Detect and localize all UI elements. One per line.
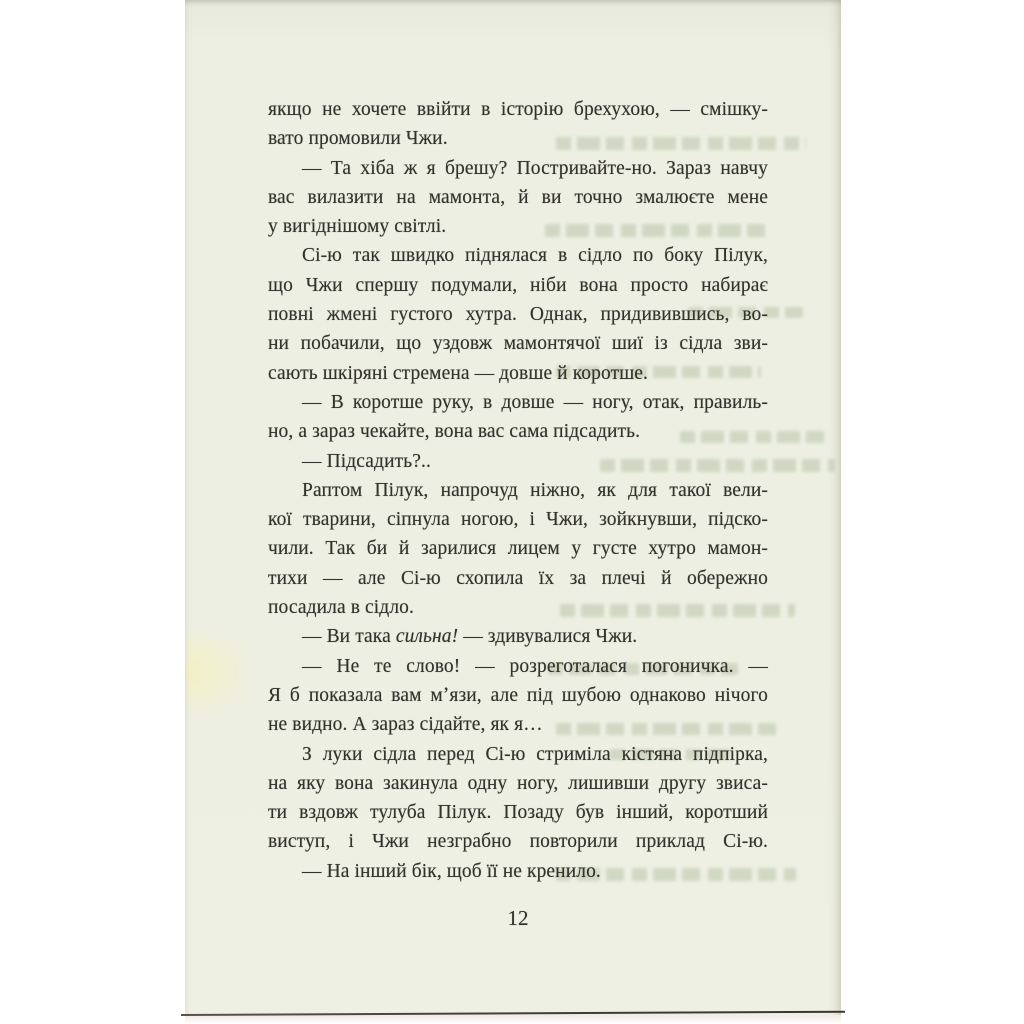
text-line: сають шкіряні стремена — довше й коротше. — [268, 362, 649, 384]
text-line: Сі-ю так швидко піднялася в сідло по боку Пілук, — [302, 245, 768, 267]
text-line: — Не те слово! — розреготалася погоничка. — — [302, 655, 768, 677]
text-line: ни побачили, що уздовж мамонтячої шиї із сідла зви- — [268, 333, 768, 355]
text-line: ти вздовж тулуба Пілук. Позаду був інший, коротший — [268, 802, 768, 824]
book-page — [185, 0, 841, 1024]
text-line: повні жмені густого хутра. Однак, придивившись, во- — [268, 304, 768, 326]
text-line: кої тварини, сіпнула ногою, і Чжи, зойкнувши, підско- — [268, 509, 768, 531]
text-line: у вигіднішому світлі. — [268, 216, 447, 238]
text-line: тихи — але Сі-ю схопила їх за плечі й обережно — [268, 567, 768, 589]
text-line: не видно. А зараз сідайте, як я… — [268, 714, 543, 736]
page-number: 12 — [507, 906, 529, 930]
text-line: вас вилазити на мамонта, й ви точно змалюєте мене — [268, 186, 768, 208]
text-line: Я б показала вам мʼязи, але під шубою однаково нічого — [268, 684, 768, 706]
body-text — [268, 95, 768, 886]
text-line: що Чжи спершу подумали, ніби вона просто набирає — [268, 274, 768, 296]
text-line: посадила в сідло. — [268, 597, 414, 619]
text-line: на яку вона закинула одну ногу, лишивши другу звиса- — [268, 772, 768, 794]
text-line — [268, 622, 768, 651]
italic-text: сильна! — [395, 626, 459, 648]
text-line: — Та хіба ж я брешу? Постривайте-но. Зараз навчу — [302, 157, 768, 179]
text-line: якщо не хочете ввійти в історію брехухою, — смішку- — [268, 99, 768, 120]
text-line: вато промовили Чжи. — [268, 128, 448, 150]
text-line: но, а зараз чекайте, вона вас сама підсадить. — [268, 421, 641, 443]
text-line: виступ, і Чжи незграбно повторили приклад Сі-ю. — [268, 831, 768, 853]
text-line: чили. Так би й зарилися лицем у густе хутро мамон- — [268, 538, 768, 560]
text-line: — Підсадить?.. — [302, 450, 431, 472]
text-line: — На інший бік, щоб її не кренило. — [302, 860, 601, 882]
text-line: Раптом Пілук, напрочуд ніжно, як для такої вели- — [302, 479, 768, 501]
text-span: — здивувалися Чжи. — [458, 626, 638, 648]
text-line: З луки сідла перед Сі-ю стриміла кістяна підпірка, — [302, 743, 768, 765]
page-edge-shadow — [185, 1015, 841, 1024]
text-span: — Ви така — [302, 626, 396, 648]
text-line: — В коротше руку, в довше — ногу, отак, правиль- — [302, 391, 768, 413]
